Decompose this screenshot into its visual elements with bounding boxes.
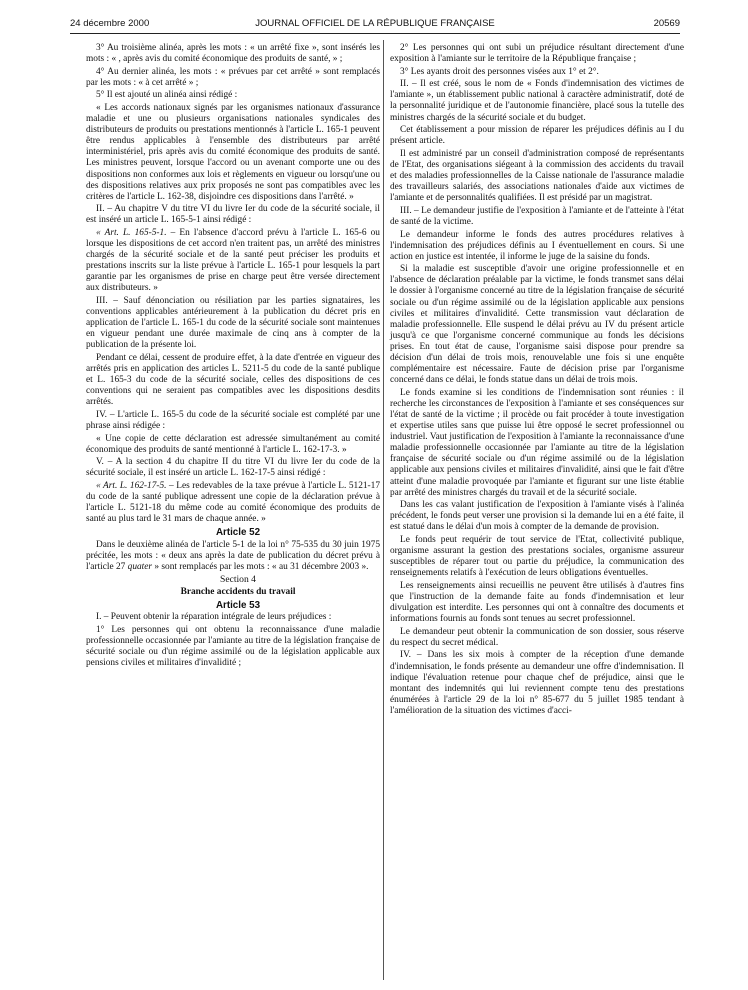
article-heading: Article 53 <box>215 599 261 611</box>
column-divider <box>383 40 384 980</box>
paragraph: II. – Il est créé, sous le nom de « Fonds d'indemnisation des victimes de l'amiante », un établissement public national à caractère administratif, doté de la personnalité juridique et de l'autonomie financière, placé sous la tutelle des ministres chargés de la sécurité sociale et du budget. <box>390 79 684 123</box>
paragraph: Le fonds peut requérir de tout service de l'Etat, collectivité publique, organisme assurant la gestion des prestations sociales, organisme assureur susceptibles de réparer tout ou partie du préjudice, la communication des renseignements relatifs à l'exécution de leurs obligations éventuelles. <box>390 535 684 579</box>
paragraph: Il est administré par un conseil d'administration composé de représentants de l'Etat, des organisations siégeant à la commission des accidents du travail et des maladies professionnelles de la Caisse nationale de l'assurance maladie des travailleurs salariés, des associations nationales d'aide aux victimes de l'amiante et de personnalités qualifiées. Il est présidé par un magistrat. <box>390 148 684 204</box>
paragraph: Le demandeur peut obtenir la communication de son dossier, sous réserve du respect du secret médical. <box>390 626 684 648</box>
paragraph: Si la maladie est susceptible d'avoir une origine professionnelle et en l'absence de déclaration préalable par la victime, le fonds transmet sans délai le dossier à l'organisme concerné au titre de la législation française de sécurité sociale ou d'un régime assimilé ou de la législation applicable aux pensions civiles et militaires d'invalidité. Cette transmission vaut déclaration de maladie professionnelle. Elle suspend le délai prévu au IV du présent article jusqu'à ce que l'organisme concerné communique au fonds les décisions prises. En tout état de cause, l'organisme saisi dispose pour prendre sa décision d'un délai de trois mois, renouvelable une fois si une enquête complémentaire est nécessaire. Faute de décision prise par l'organisme concerné dans ce délai, le fonds statue dans un délai de trois mois. <box>390 264 684 386</box>
paragraph: Le fonds examine si les conditions de l'indemnisation sont réunies : il recherche les circonstances de l'exposition à l'amiante et ses conséquences sur l'état de santé de la victime ; il procède ou fait procéder à toute investigation et expertise utiles sans que puisse lui être opposé le secret professionnel ou industriel. Vaut justification de l'exposition à l'amiante la reconnaissance d'une maladie professionnelle occasionnée par l'amiante au titre de la législation française de sécurité sociale ou d'un régime assimilé ou de la législation applicable aux pensions civiles et militaires d'invalidité, ainsi que le fait d'être atteint d'une maladie provoquée par l'amiante et figurant sur une liste établie par arrêté des ministres chargés du travail et de la sécurité sociale. <box>390 387 684 498</box>
paragraph: 5° Il est ajouté un alinéa ainsi rédigé : <box>96 90 238 101</box>
left-column <box>86 43 380 671</box>
paragraph: Cet établissement a pour mission de réparer les préjudices définis au I du présent article. <box>390 125 684 147</box>
article-reference: « Art. L. 165-5-1. <box>96 228 167 238</box>
header-rule <box>70 33 680 34</box>
paragraph: 4° Au dernier alinéa, les mots : « prévues par cet arrêté » sont remplacés par les mots : « à cet arrêté » ; <box>86 66 380 88</box>
paragraph: I. – Peuvent obtenir la réparation intégrale de leurs préjudices : <box>96 612 332 623</box>
article-reference: « Art. L. 162-17-5. <box>96 481 167 492</box>
paragraph-text: Dans le deuxième alinéa de l'article 5-1 de la loi n° 75-535 du 30 juin 1975 précitée, les mots : « deux ans après la date de publication du décret prévu à l'article 27 <box>86 539 380 572</box>
paragraph: Dans les cas valant justification de l'exposition à l'amiante visés à l'alinéa précédent, le fonds peut verser une provision si la demande lui en a été faite, il est statué dans le délai d'un mois à compter de la demande de provision. <box>390 500 684 533</box>
paragraph: « Les accords nationaux signés par les organismes nationaux d'assurance maladie et une ou plusieurs organisations nationales syndicales des distributeurs de produits ou prestations mentionnés à l'article L. 165-1 peuvent être rendus applicables à l'ensemble des distributeurs par arrêté interministériel, pris après avis du comité économique des produits de santé. Les ministres peuvent, lorsque l'accord ou un avenant comporte une ou des dispositions non conformes aux lois et règlements en vigueur ou lorsqu'une ou des dispositions relatives aux prix proposés ne sont pas compatibles avec les critères de l'article L. 162-38, disjoindre ces dispositions dans l'arrêté. » <box>86 102 380 202</box>
paragraph: 2° Les personnes qui ont subi un préjudice résultant directement d'une exposition à l'amiante sur le territoire de la République française ; <box>390 43 684 65</box>
paragraph: IV. – L'article L. 165-5 du code de la sécurité sociale est complété par une phrase ainsi rédigée : <box>86 410 380 432</box>
paragraph: III. – Le demandeur justifie de l'exposition à l'amiante et de l'atteinte à l'état de santé de la victime. <box>390 205 684 227</box>
paragraph: Le demandeur informe le fonds des autres procédures relatives à l'indemnisation des préjudices définis au I éventuellement en cours. Si une action en justice est intentée, il informe le juge de la saisine du fonds. <box>390 229 684 262</box>
paragraph-text: – Les redevables de la taxe prévue à l'article L. 5121-17 du code de la santé publique adressent une copie de la déclaration prévue à l'article L. 5121-18 du même code au comité économique des produits de santé au plus tard le 31 mars de chaque année. » <box>86 481 380 525</box>
paragraph <box>86 228 380 295</box>
page-header <box>70 18 680 32</box>
header-page-number: 20569 <box>653 18 680 29</box>
paragraph: III. – Sauf dénonciation ou résiliation par les parties signataires, les conventions applicables antérieurement à la publication du décret pris en application de l'article L. 165-1 du code de la sécurité sociale sont maintenues en vigueur pendant une durée maximale de cinq ans à compter de la publication de la présente loi. <box>86 296 380 351</box>
section-title: Branche accidents du travail <box>180 586 296 597</box>
header-journal-title: JOURNAL OFFICIEL DE LA RÉPUBLIQUE FRANÇAISE <box>255 18 495 29</box>
paragraph <box>86 540 380 573</box>
section-heading: Section 4 <box>220 574 256 586</box>
paragraph: Les renseignements ainsi recueillis ne peuvent être utilisés à d'autres fins que l'instruction de la demande faite au fonds d'indemnisation et leur divulgation est interdite. Les personnes qui ont à connaître des documents et informations fournis au fonds sont tenues au secret professionnel. <box>390 580 684 625</box>
paragraph: V. – A la section 4 du chapitre II du titre VI du livre Ier du code de la sécurité sociale, il est inséré un article L. 162-17-5 ainsi rédigé : <box>86 457 380 479</box>
paragraph: Pendant ce délai, cessent de produire effet, à la date d'entrée en vigueur des arrêtés pris en application des articles L. 5211-5 du code de la santé publique et L. 165-3 du code de la sécurité sociale, celles des dispositions de ces conventions qui ne seraient pas compatibles avec les dispositions desdits arrêtés. <box>86 353 380 408</box>
article-heading: Article 52 <box>215 526 261 538</box>
paragraph-text: » sont remplacés par les mots : « au 31 décembre 2003 ». <box>152 561 369 572</box>
paragraph <box>86 481 380 525</box>
paragraph: 3° Au troisième alinéa, après les mots : « un arrêté fixe », sont insérés les mots : « , après avis du comité économique des produits de santé, » ; <box>86 43 380 65</box>
paragraph: II. – Au chapitre V du titre VI du livre Ier du code de la sécurité sociale, il est inséré un article L. 165-5-1 ainsi rédigé : <box>86 204 380 226</box>
paragraph: « Une copie de cette déclaration est adressée simultanément au comité économique des produits de santé mentionné à l'article L. 162-17-3. » <box>86 433 380 455</box>
paragraph: IV. – Dans les six mois à compter de la réception d'une demande d'indemnisation, le fonds présente au demandeur une offre d'indemnisation. Il indique l'évaluation retenue pour chaque chef de préjudice, ainsi que le montant des indemnités qui lui reviennent compte tenu des prestations énumérées à l'article 29 de la loi n° 85-677 du 5 juillet 1985 tendant à l'amélioration de la situation des victimes d'acci- <box>390 650 684 716</box>
paragraph: 1° Les personnes qui ont obtenu la reconnaissance d'une maladie professionnelle occasionnée par l'amiante au titre de la législation française de sécurité sociale ou d'un régime assimilé ou de la législation applicable aux pensions civiles et militaires d'invalidité ; <box>86 624 380 668</box>
header-date: 24 décembre 2000 <box>70 18 150 29</box>
article-suffix: quater <box>127 561 153 572</box>
right-column <box>390 43 684 719</box>
paragraph: 3° Les ayants droit des personnes visées aux 1° et 2°. <box>400 66 599 77</box>
paragraph-text: – En l'absence d'accord prévu à l'article L. 165-6 ou lorsque les dispositions de cet accord n'en traitent pas, un arrêté des ministres chargés de la sécurité sociale et de la santé peut préciser les produits et prestations inscrits sur la liste prévue à l'article L. 165-1 pour lesquels la part garantie par les organismes de prise en charge peut être versée directement aux distributeurs. » <box>86 228 380 294</box>
